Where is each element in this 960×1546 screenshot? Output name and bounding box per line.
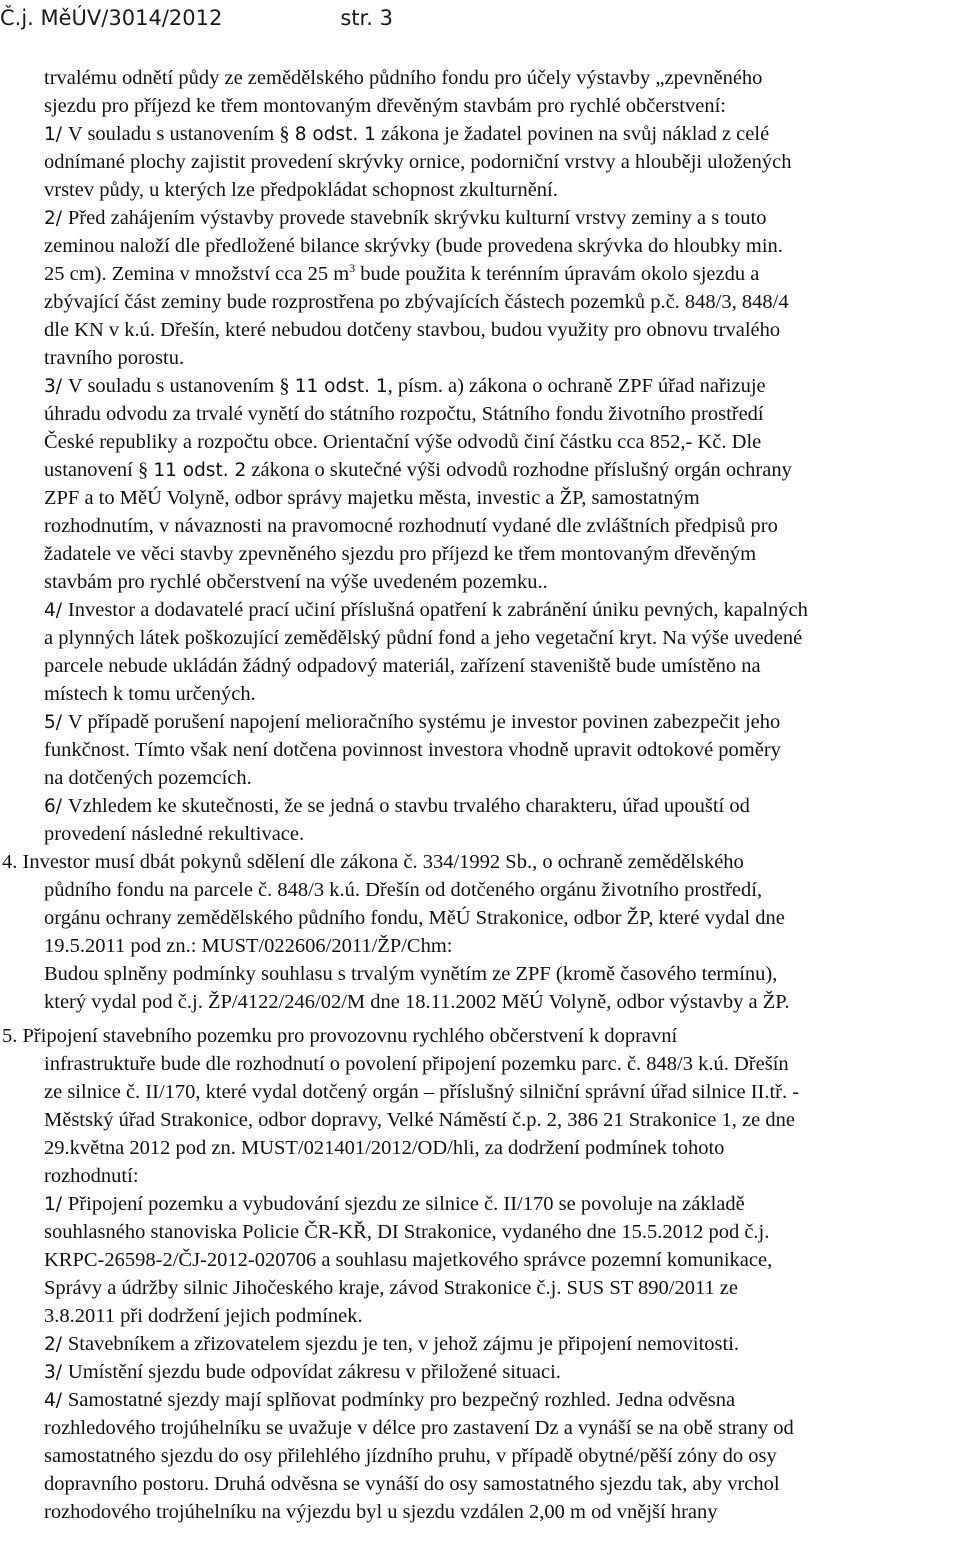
text-segment: travního porostu.	[44, 347, 185, 369]
text-line	[44, 960, 777, 988]
text-line	[44, 1078, 799, 1106]
text-segment: a plynných látek poškozující zemědělský půdní fond a jeho vegetační kryt. Na výše uvedené	[44, 627, 803, 649]
text-line	[44, 372, 766, 401]
text-segment: Umístění sjezdu bude odpovídat zákresu v přiložené situaci.	[67, 1361, 561, 1383]
text-segment: zeminou naloží dle předložené bilance skrývky (bude provedena skrývka do hloubky min.	[44, 235, 783, 257]
text-line	[44, 344, 184, 372]
text-segment: který vydal pod č.j. ŽP/4122/246/02/M dne 18.11.2002 MěÚ Volyně, odbor výstavby a ŽP.	[44, 991, 790, 1013]
text-segment: 4/	[44, 1390, 68, 1411]
text-segment: na dotčených pozemcích.	[44, 767, 252, 789]
superscript: 3	[349, 261, 356, 275]
text-segment: Městský úřad Strakonice, odbor dopravy, Velké Náměstí č.p. 2, 386 21 Strakonice 1, ze dne	[44, 1109, 795, 1131]
text-line	[44, 232, 783, 260]
text-segment: ZPF a to MěÚ Volyně, odbor správy majetku města, investic a ŽP, samostatným	[44, 487, 700, 509]
text-line	[44, 988, 790, 1016]
text-segment: rozhodnutím, v návaznosti na pravomocné rozhodnutí vydané dle zvláštních předpisů pro	[44, 515, 778, 537]
text-segment: 1/	[44, 124, 68, 145]
text-segment: 4. Investor musí dbát pokynů sdělení dle zákona č. 334/1992 Sb., o ochraně zemědělského	[2, 851, 744, 873]
text-segment: Připojení pozemku a vybudování sjezdu ze silnice č. II/170 se povoluje na základě	[67, 1193, 745, 1215]
text-line	[44, 1302, 363, 1330]
text-line	[2, 1022, 677, 1050]
text-line	[44, 820, 304, 848]
document-reference: Č.j. MěÚV/3014/2012	[0, 6, 223, 30]
text-line	[44, 148, 792, 176]
text-line	[44, 1330, 739, 1359]
text-segment: provedení následné rekultivace.	[44, 823, 305, 845]
text-segment: dle KN v k.ú. Dřešín, které nebudou dotčeny stavbou, budou využity pro obnovu trvalého	[44, 319, 781, 341]
text-line	[44, 764, 252, 792]
text-segment: 8 odst. 1	[294, 124, 376, 145]
text-line	[44, 792, 750, 821]
text-line	[44, 400, 764, 428]
text-line	[44, 316, 780, 344]
text-line	[44, 568, 548, 596]
text-segment: vrstev půdy, u kterých lze předpokládat schopnost zkulturnění.	[44, 179, 558, 201]
text-segment: bude použita k terénním úpravám okolo sjezdu a	[355, 263, 760, 285]
text-segment: samostatného sjezdu do osy přilehlého jízdního pruhu, v případě obytné/pěší zóny do osy	[44, 1445, 777, 1467]
text-line	[44, 204, 766, 233]
text-segment: parcele nebude ukládán žádný odpadový materiál, zařízení staveniště bude umístěno na	[44, 655, 761, 677]
text-segment: V souladu s ustanovením §	[67, 123, 295, 145]
text-segment: ustanovení §	[44, 459, 154, 481]
text-segment: funkčnost. Tímto však není dotčena povinnost investora vhodně upravit odtokové poměry	[44, 739, 781, 761]
text-line	[44, 904, 785, 932]
text-segment: Samostatné sjezdy mají splňovat podmínky pro bezpečný rozhled. Jedna odvěsna	[67, 1389, 736, 1411]
text-line	[44, 680, 256, 708]
text-line	[44, 1134, 724, 1162]
text-segment: 5. Připojení stavebního pozemku pro provozovnu rychlého občerstvení k dopravní	[2, 1025, 678, 1047]
text-line	[44, 1442, 777, 1470]
text-segment: 19.5.2011 pod zn.: MUST/022606/2011/ŽP/Chm:	[44, 935, 453, 957]
text-segment: KRPC-26598-2/ČJ-2012-020706 a souhlasu majetkového správce pozemní komunikace,	[44, 1249, 773, 1271]
text-segment: 11 odst. 2	[153, 460, 247, 481]
text-segment: Správy a údržby silnic Jihočeského kraje, závod Strakonice č.j. SUS ST 890/2011 ze	[44, 1277, 739, 1299]
text-segment: 2/	[44, 208, 68, 229]
text-line	[44, 176, 558, 204]
text-segment: 3/	[44, 1362, 68, 1383]
text-segment: rozhodnutí:	[44, 1165, 139, 1187]
text-line	[44, 456, 792, 485]
text-segment: 5/	[44, 712, 68, 733]
text-segment: Investor a dodavatelé prací učiní příslušná opatření k zabránění úniku pevných, kapalných	[67, 599, 808, 621]
text-line	[44, 652, 761, 680]
text-line	[44, 512, 778, 540]
page-header	[0, 4, 393, 32]
text-line	[44, 1386, 735, 1415]
text-line	[44, 1414, 794, 1442]
text-line	[44, 1498, 718, 1526]
text-line	[44, 1050, 789, 1078]
text-line	[44, 1106, 795, 1134]
text-line	[44, 260, 759, 288]
text-segment: rozhodového trojúhelníku na výjezdu byl u sjezdu vzdálen 2,00 m od vnější hrany	[44, 1501, 718, 1523]
text-segment: místech k tomu určených.	[44, 683, 256, 705]
text-segment: Před zahájením výstavby provede stavebník skrývku kulturní vrstvy zeminy a s touto	[67, 207, 767, 229]
text-line	[44, 540, 756, 568]
text-segment: 3.8.2011 při dodržení jejich podmínek.	[44, 1305, 363, 1327]
text-segment: V souladu s ustanovením §	[67, 375, 295, 397]
text-line	[44, 1218, 769, 1246]
text-segment: sjezdu pro příjezd ke třem montovaným dřevěným stavbám pro rychlé občerstvení:	[44, 95, 726, 117]
text-segment: , písm. a) zákona o ochraně ZPF úřad nařizuje	[387, 375, 766, 397]
text-segment: V případě porušení napojení melioračního systému je investor povinen zabezpečit jeho	[67, 711, 781, 733]
text-segment: půdního fondu na parcele č. 848/3 k.ú. Dřešín od dotčeného orgánu životního prostředí,	[44, 879, 763, 901]
text-segment: 29.května 2012 pod zn. MUST/021401/2012/OD/hli, za dodržení podmínek tohoto	[44, 1137, 725, 1159]
text-segment: souhlasného stanoviska Policie ČR-KŘ, DI Strakonice, vydaného dne 15.5.2012 pod č.j.	[44, 1221, 770, 1243]
text-line	[44, 64, 762, 92]
text-line	[44, 1470, 780, 1498]
text-segment: rozhledového trojúhelníku se uvažuje v délce pro zastavení Dz a vynáší se na obě strany od	[44, 1417, 794, 1439]
text-segment: 25 cm). Zemina v množství cca 25 m	[44, 263, 350, 285]
text-segment: stavbám pro rychlé občerstvení na výše uvedeném pozemku..	[44, 571, 548, 593]
text-segment: 11 odst. 1	[294, 376, 388, 397]
text-line	[44, 708, 780, 737]
text-segment: 2/	[44, 1334, 68, 1355]
text-segment: úhradu odvodu za trvalé vynětí do státního rozpočtu, Státního fondu životního prostředí	[44, 403, 764, 425]
text-line	[44, 92, 726, 120]
text-line	[44, 736, 781, 764]
text-line	[44, 624, 802, 652]
text-line	[44, 1274, 738, 1302]
text-line	[2, 848, 744, 876]
text-segment: Vzhledem ke skutečnosti, že se jedná o stavbu trvalého charakteru, úřad upouští od	[67, 795, 750, 817]
text-segment: zbývající část zeminy bude rozprostřena po zbývajících částech pozemků p.č. 848/3, 848/4	[44, 291, 789, 313]
text-line	[44, 484, 700, 512]
text-segment: Budou splněny podmínky souhlasu s trvalým vynětím ze ZPF (kromě časového termínu),	[44, 963, 778, 985]
text-line	[44, 1190, 745, 1219]
text-segment: žadatele ve věci stavby zpevněného sjezdu pro příjezd ke třem montovaným dřevěným	[44, 543, 757, 565]
text-segment: zákona o skutečné výši odvodů rozhodne příslušný orgán ochrany	[246, 459, 792, 481]
text-segment: orgánu ochrany zemědělského půdního fondu, MěÚ Strakonice, odbor ŽP, které vydal dne	[44, 907, 785, 929]
text-segment: ze silnice č. II/170, které vydal dotčený orgán – příslušný silniční správní úřad silnice II.tř. -	[44, 1081, 800, 1103]
text-line	[44, 876, 762, 904]
page-number: str. 3	[340, 6, 393, 30]
text-segment: zákona je žadatel povinen na svůj náklad z celé	[375, 123, 770, 145]
text-line	[44, 120, 769, 149]
text-line	[44, 932, 453, 960]
text-line	[44, 1246, 772, 1274]
text-segment: odnímané plochy zajistit provedení skrývky ornice, podorniční vrstvy a hlouběji uložených	[44, 151, 792, 173]
text-segment: Stavebníkem a zřizovatelem sjezdu je ten, v jehož zájmu je připojení nemovitosti.	[67, 1333, 740, 1355]
text-line	[44, 596, 808, 625]
text-segment: České republiky a rozpočtu obce. Orientační výše odvodů činí částku cca 852,- Kč. Dle	[44, 431, 762, 453]
text-line	[44, 428, 761, 456]
text-line	[44, 1162, 139, 1190]
text-segment: infrastruktuře bude dle rozhodnutí o povolení připojení pozemku parc. č. 848/3 k.ú. Dřešín	[44, 1053, 789, 1075]
text-segment: 1/	[44, 1194, 68, 1215]
text-line	[44, 288, 789, 316]
text-segment: trvalému odnětí půdy ze zemědělského půdního fondu pro účely výstavby „zpevněného	[44, 67, 763, 89]
text-segment: dopravního postoru. Druhá odvěsna se vynáší do osy samostatného sjezdu tak, aby vrchol	[44, 1473, 780, 1495]
text-segment: 3/	[44, 376, 68, 397]
text-line	[44, 1358, 561, 1387]
text-segment: 4/	[44, 600, 68, 621]
text-segment: 6/	[44, 796, 68, 817]
